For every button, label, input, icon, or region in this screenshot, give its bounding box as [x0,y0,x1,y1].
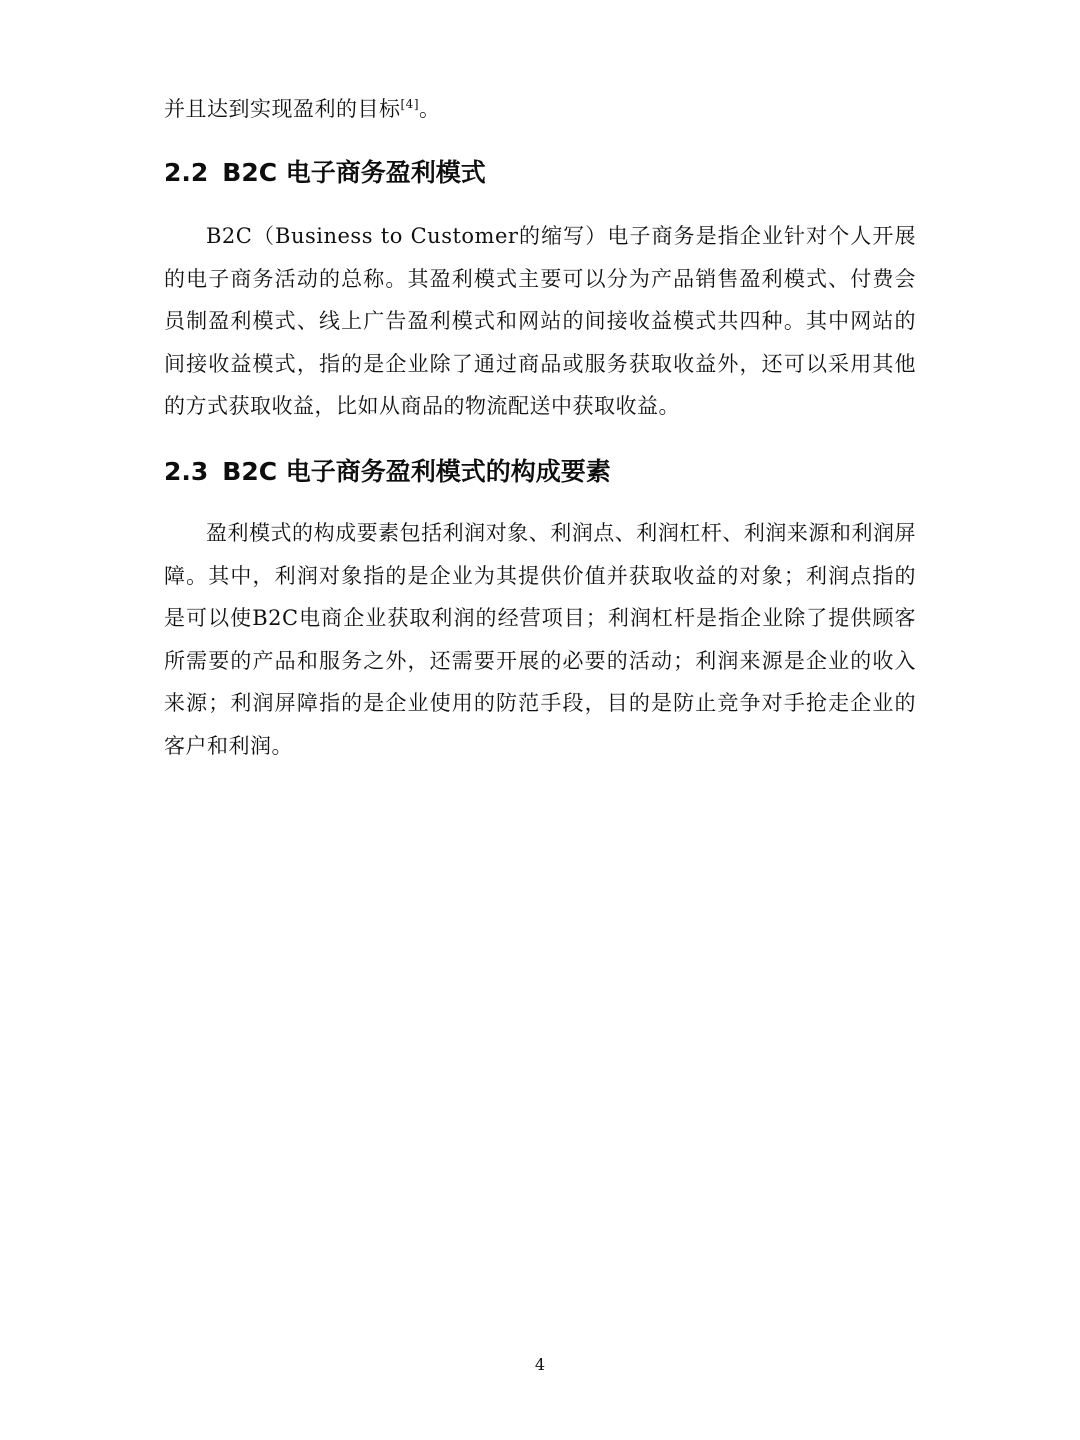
continuation-text: 并且达到实现盈利的目标 [164,97,401,121]
page-number: 4 [534,1355,546,1374]
section-number: 2.3 [164,457,209,486]
continuation-end: 。 [419,97,441,121]
section-heading-2-3 [164,455,611,489]
section-title: B2C 电子商务盈利模式的构成要素 [222,457,611,486]
section-paragraph-2-2: B2C（Business to Customer的缩写）电子商务是指企业针对个人开展的电子商务活动的总称。其盈利模式主要可以分为产品销售盈利模式、付费会员制盈利模式、线上广告盈利模式和网站的间接收益模式共四种。其中网站的间接收益模式，指的是企业除了通过商品或服务获取收益外，还可以采用其他的方式获取收益，比如从商品的物流配送中获取收益。 [164,224,916,418]
citation-marker: [4] [400,97,419,111]
section-number: 2.2 [164,158,209,187]
continuation-line [164,94,924,124]
section-paragraph-2-3: 盈利模式的构成要素包括利润对象、利润点、利润杠杆、利润来源和利润屏障。其中，利润对象指的是企业为其提供价值并获取收益的对象；利润点指的是可以使B2C电商企业获取利润的经营项目；利润杠杆是指企业除了提供顾客所需要的产品和服务之外，还需要开展的必要的活动；利润来源是企业的收入来源；利润屏障指的是企业使用的防范手段，目的是防止竞争对手抢走企业的客户和利润。 [164,521,916,758]
section-title: B2C 电子商务盈利模式 [222,158,486,187]
section-heading-2-2 [164,156,486,190]
